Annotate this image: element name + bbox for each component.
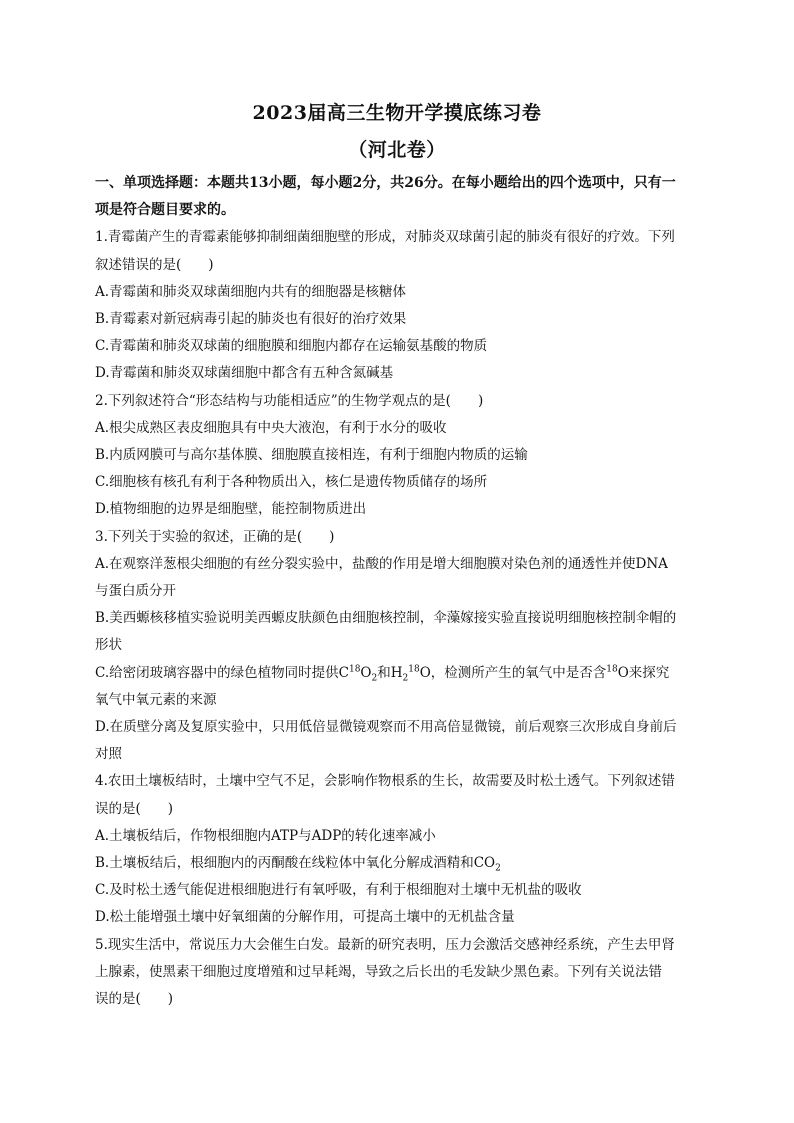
q3-option-d: D.在质壁分离及复原实验中，只用低倍显微镜观察而不用高倍显微镜，前后观察三次形成自身前后 xyxy=(95,719,677,736)
q4-option-b: B.土壤板结后，根细胞内的丙酮酸在线粒体中氧化分解成酒精和$CO_2$ xyxy=(95,855,501,874)
q3-option-a: A.在观察洋葱根尖细胞的有丝分裂实验中，盐酸的作用是增大细胞膜对染色剂的通透性并使DNA xyxy=(95,555,668,572)
q4-option-d: D.松土能增强土壤中好氧细菌的分解作用，可提高土壤中的无机盐含量 xyxy=(95,909,515,926)
q1-option-d: D.青霉菌和肺炎双球菌细胞中都含有五种含氮碱基 xyxy=(95,365,394,382)
q5-stem-cont: 上腺素，使黑素干细胞过度增殖和过早耗竭，导致之后长出的毛发缺少黑色素。下列有关说法错 xyxy=(95,963,662,980)
q3-stem: 3.下列关于实验的叙述，正确的是( ) xyxy=(95,528,335,545)
section-instructions: 一、单项选择题：本题共13小题，每小题2分，共26分。在每小题给出的四个选项中，只有一 xyxy=(95,175,676,191)
q3-option-d-cont: 对照 xyxy=(95,746,122,763)
q4-stem-cont: 误的是( ) xyxy=(95,800,174,817)
q4-option-a: A.土壤板结后，作物根细胞内ATP与ADP的转化速率减小 xyxy=(95,827,436,844)
q4-stem: 4.农田土壤板结时，土壤中空气不足，会影响作物根系的生长，故需要及时松土透气。下列叙述错 xyxy=(95,773,675,790)
q3-option-b: B.美西螈核移植实验说明美西螈皮肤颜色由细胞核控制，伞藻嫁接实验直接说明细胞核控制伞帽的 xyxy=(95,610,677,627)
q2-stem: 2.下列叙述符合“形态结构与功能相适应”的生物学观点的是( ) xyxy=(95,392,484,409)
q5-stem: 5.现实生活中，常说压力大会催生白发。最新的研究表明，压力会激活交感神经系统，产生去甲肾 xyxy=(95,936,675,953)
q2-option-b: B.内质网膜可与高尔基体膜、细胞膜直接相连，有利于细胞内物质的运输 xyxy=(95,447,528,464)
q1-stem: 1.青霉菌产生的青霉素能够抑制细菌细胞壁的形成，对肺炎双球菌引起的肺炎有很好的疗效。下列 xyxy=(95,229,675,246)
page-subtitle: （河北卷） xyxy=(348,139,446,161)
q1-stem-cont: 叙述错误的是( ) xyxy=(95,256,214,273)
q2-option-d: D.植物细胞的边界是细胞壁，能控制物质进出 xyxy=(95,501,367,518)
q1-option-c: C.青霉菌和肺炎双球菌的细胞膜和细胞内都存在运输氨基酸的物质 xyxy=(95,338,488,355)
q5-stem-end: 误的是( ) xyxy=(95,991,174,1008)
document-body xyxy=(95,170,705,1013)
section-instructions-cont: 项是符合题目要求的。 xyxy=(95,202,235,219)
q1-option-a: A.青霉菌和肺炎双球菌细胞内共有的细胞器是核糖体 xyxy=(95,283,407,300)
q2-option-a: A.根尖成熟区表皮细胞具有中央大液泡，有利于水分的吸收 xyxy=(95,419,447,436)
q3-option-a-cont: 与蛋白质分开 xyxy=(95,583,176,600)
q3-option-b-cont: 形状 xyxy=(95,637,122,654)
q1-option-b: B.青霉素对新冠病毒引起的肺炎也有很好的治疗效果 xyxy=(95,311,407,328)
page-title: 2023届高三生物开学摸底练习卷 xyxy=(252,102,542,124)
q3-option-c-cont: 氧气中氧元素的来源 xyxy=(95,691,217,708)
q2-option-c: C.细胞核有核孔有利于各种物质出入，核仁是遗传物质储存的场所 xyxy=(95,474,488,491)
q3-option-c: C.给密闭玻璃容器中的绿色植物同时提供$C^{18}O_2$和$H_2^{18}O$，检测所产生的氧气中是否含$^{18}$O来探究 xyxy=(95,664,670,684)
q4-option-c: C.及时松土透气能促进根细胞进行有氧呼吸，有利于根细胞对土壤中无机盐的吸收 xyxy=(95,882,582,899)
